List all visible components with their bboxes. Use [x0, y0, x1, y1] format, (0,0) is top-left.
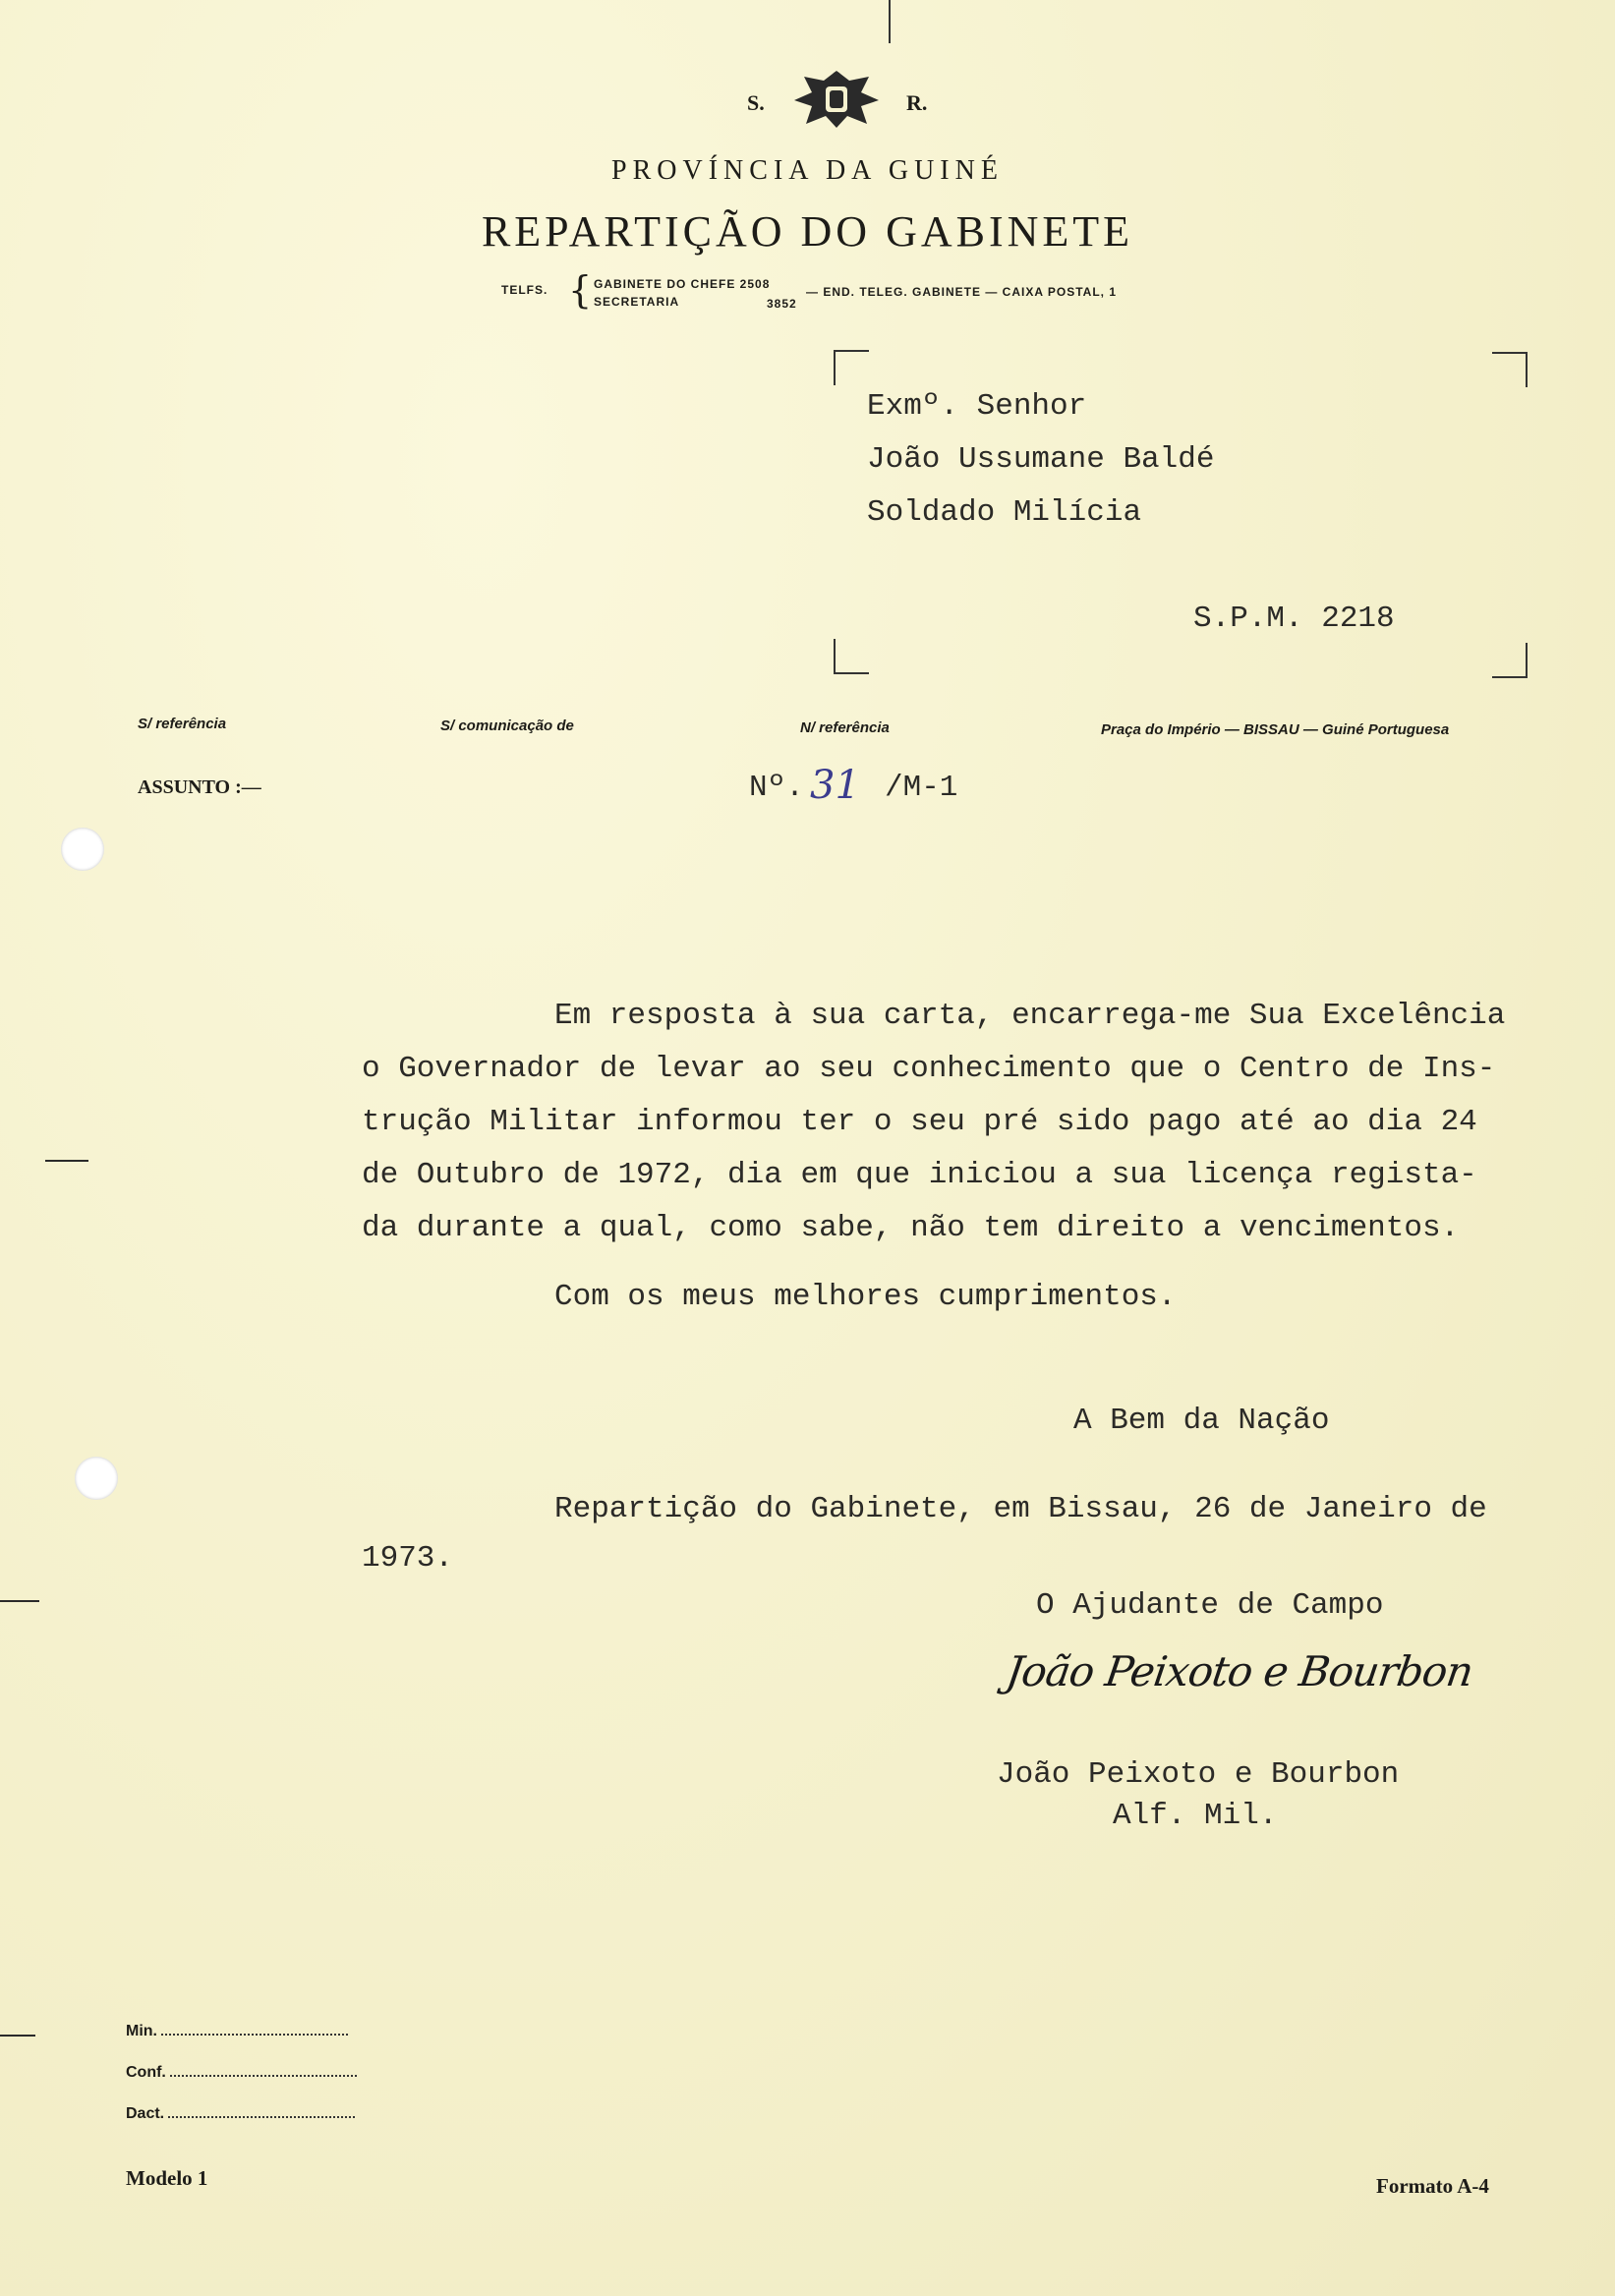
header-left-initial: S.	[747, 90, 765, 115]
handwritten-signature: João Peixoto e Bourbon	[1003, 1647, 1476, 1695]
punch-hole-top	[61, 828, 104, 871]
punch-hole-bottom	[75, 1457, 118, 1500]
dact-dotted-line	[168, 2116, 355, 2118]
body-line-4: de Outubro de 1972, dia em que iniciou a sua licença regista-	[362, 1158, 1477, 1192]
conf-dotted-line	[170, 2075, 357, 2077]
signer-name: João Peixoto e Bourbon	[997, 1757, 1400, 1792]
center-tick	[889, 0, 891, 43]
telfs-label: TELFS.	[501, 283, 548, 297]
ref-number-handwritten: 31	[810, 763, 860, 808]
motto-text: A Bem da Nação	[1073, 1404, 1330, 1438]
s-referencia-label: S/ referência	[138, 716, 227, 732]
dact-label: Dact.	[126, 2105, 165, 2122]
n-referencia-label: N/ referência	[800, 719, 890, 736]
min-dotted-line	[161, 2034, 348, 2036]
addressee-line-1: Exmº. Senhor	[867, 389, 1087, 424]
fold-mark	[0, 1600, 39, 1602]
assunto-label: ASSUNTO :—	[138, 776, 261, 798]
fold-mark	[0, 2035, 35, 2037]
coat-of-arms-icon	[790, 67, 883, 132]
body-line-1: Em resposta à sua carta, encarrega-me Sua Excelência	[554, 999, 1506, 1033]
conf-label: Conf.	[126, 2064, 166, 2081]
addressee-line-3: Soldado Milícia	[867, 495, 1142, 530]
dact-field	[126, 2105, 355, 2123]
s-comunicacao-label: S/ comunicação de	[440, 718, 574, 734]
addressee-line-4: S.P.M. 2218	[1193, 602, 1395, 636]
modelo-label: Modelo 1	[126, 2166, 208, 2190]
address-bracket-tl	[834, 350, 869, 385]
min-label: Min.	[126, 2023, 157, 2039]
tel-number-2: 3852	[767, 297, 797, 311]
address-bracket-tr	[1492, 352, 1528, 387]
addressee-line-2: João Ussumane Baldé	[867, 442, 1215, 477]
place-date-text: Repartição do Gabinete, em Bissau, 26 de Janeiro de	[554, 1492, 1487, 1526]
office-heading: REPARTIÇÃO DO GABINETE	[481, 207, 1134, 256]
address-bracket-br	[1492, 643, 1528, 678]
tel-line-2: SECRETARIA	[594, 295, 680, 309]
location-label: Praça do Império — BISSAU — Guiné Portuguesa	[1101, 721, 1450, 738]
ref-number-suffix: /M-1	[885, 771, 958, 805]
body-line-3: trução Militar informou ter o seu pré sido pago até ao dia 24	[362, 1105, 1477, 1139]
signer-title: O Ajudante de Campo	[1036, 1588, 1384, 1623]
formato-label: Formato A-4	[1376, 2174, 1489, 2198]
signer-rank: Alf. Mil.	[1113, 1799, 1278, 1833]
header-right-initial: R.	[906, 90, 928, 115]
address-bracket-bl	[834, 639, 869, 674]
closing-text: Com os meus melhores cumprimentos.	[554, 1280, 1177, 1314]
tel-tail: — END. TELEG. GABINETE — CAIXA POSTAL, 1	[806, 285, 1118, 299]
body-line-5: da durante a qual, como sabe, não tem direito a vencimentos.	[362, 1211, 1460, 1245]
tel-line-1: GABINETE DO CHEFE 2508	[594, 277, 771, 291]
province-heading: PROVÍNCIA DA GUINÉ	[611, 155, 1004, 186]
fold-mark	[45, 1160, 88, 1162]
min-field	[126, 2023, 348, 2040]
year-text: 1973.	[362, 1541, 454, 1576]
ref-number-prefix: Nº.	[749, 771, 804, 805]
brace-icon: {	[568, 268, 593, 312]
body-line-2: o Governador de levar ao seu conhecimento que o Centro de Ins-	[362, 1052, 1496, 1086]
conf-field	[126, 2064, 357, 2082]
